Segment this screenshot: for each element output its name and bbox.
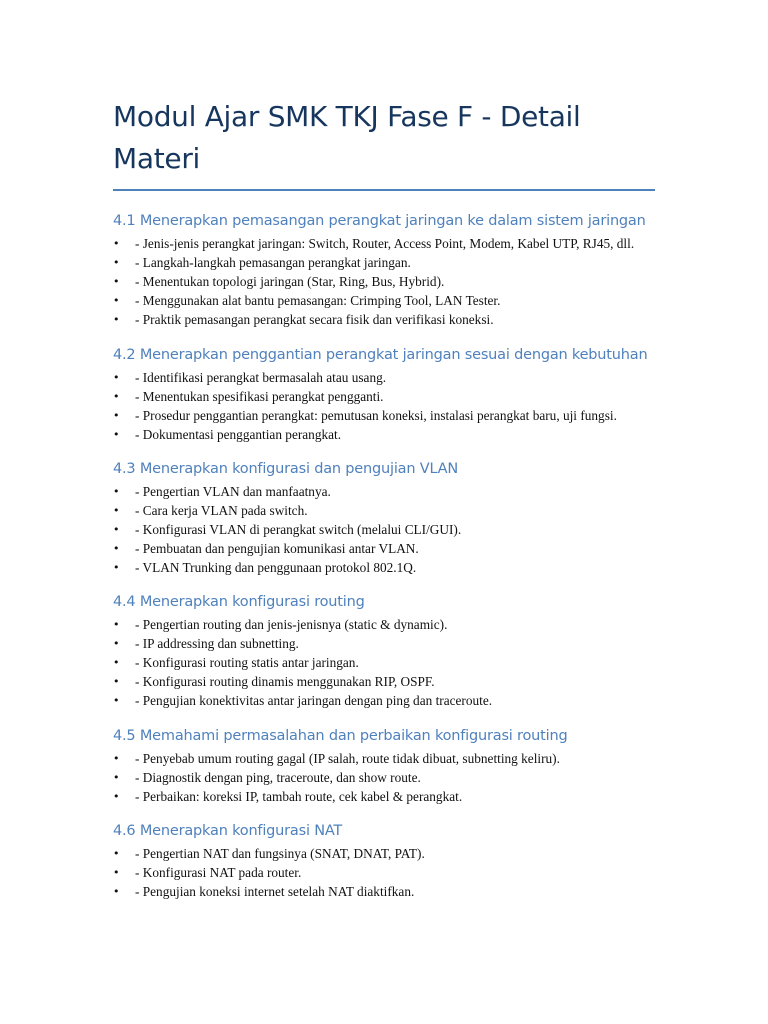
list-item-text: - Konfigurasi VLAN di perangkat switch (melalui CLI/GUI). [135, 522, 462, 537]
bullet-icon: • [113, 313, 120, 326]
list-item-text: - VLAN Trunking dan penggunaan protokol 802.1Q. [135, 560, 417, 575]
list-item [113, 406, 658, 425]
bullet-icon: • [113, 390, 120, 403]
list-item [113, 368, 658, 387]
section-heading: 4.4 Menerapkan konfigurasi routing [113, 594, 365, 610]
list-item-text: - Pengertian routing dan jenis-jenisnya (static & dynamic). [135, 617, 448, 632]
bullet-list [113, 749, 658, 806]
section-heading: 4.6 Menerapkan konfigurasi NAT [113, 823, 343, 839]
list-item [113, 272, 658, 291]
list-item [113, 253, 658, 272]
bullet-icon: • [113, 523, 120, 536]
list-item [113, 387, 658, 406]
list-item [113, 749, 658, 768]
list-item-text: - Menentukan spesifikasi perangkat pengganti. [135, 389, 384, 404]
list-item [113, 501, 658, 520]
list-item-text: - Diagnostik dengan ping, traceroute, dan show route. [135, 770, 421, 785]
bullet-icon: • [113, 428, 120, 441]
list-item-text: - Langkah-langkah pemasangan perangkat jaringan. [135, 255, 411, 270]
list-item-text: - Pengujian konektivitas antar jaringan dengan ping dan traceroute. [135, 693, 493, 708]
bullet-list [113, 615, 658, 710]
bullet-icon: • [113, 294, 120, 307]
list-item-text: - Konfigurasi routing dinamis menggunakan RIP, OSPF. [135, 674, 435, 689]
bullet-icon: • [113, 866, 120, 879]
document-title: Modul Ajar SMK TKJ Fase F - Detail Materi [113, 100, 581, 175]
list-item-text: - Praktik pemasangan perangkat secara fisik dan verifikasi koneksi. [135, 312, 494, 327]
list-item-text: - Pengujian koneksi internet setelah NAT diaktifkan. [135, 884, 415, 899]
list-item [113, 520, 658, 539]
document-content [113, 96, 658, 901]
list-item [113, 882, 658, 901]
title-underline [113, 189, 655, 191]
list-item [113, 310, 658, 329]
section-5 [113, 726, 658, 806]
list-item [113, 539, 658, 558]
list-item-text: - Menggunakan alat bantu pemasangan: Crimping Tool, LAN Tester. [135, 293, 501, 308]
list-item-text: - Pengertian VLAN dan manfaatnya. [135, 484, 331, 499]
bullet-icon: • [113, 694, 120, 707]
bullet-icon: • [113, 504, 120, 517]
list-item [113, 844, 658, 863]
list-item-text: - Jenis-jenis perangkat jaringan: Switch, Router, Access Point, Modem, Kabel UTP, RJ45, dll. [135, 236, 635, 251]
bullet-icon: • [113, 656, 120, 669]
section-3 [113, 459, 658, 577]
bullet-icon: • [113, 409, 120, 422]
list-item [113, 615, 658, 634]
bullet-icon: • [113, 771, 120, 784]
list-item-text: - Konfigurasi routing statis antar jaringan. [135, 655, 359, 670]
bullet-icon: • [113, 752, 120, 765]
list-item-text: - Pengertian NAT dan fungsinya (SNAT, DNAT, PAT). [135, 846, 425, 861]
list-item-text: - Menentukan topologi jaringan (Star, Ring, Bus, Hybrid). [135, 274, 445, 289]
bullet-icon: • [113, 542, 120, 555]
bullet-icon: • [113, 237, 120, 250]
bullet-list [113, 234, 658, 329]
bullet-list [113, 368, 658, 444]
list-item [113, 425, 658, 444]
section-6 [113, 821, 658, 901]
list-item-text: - Prosedur penggantian perangkat: pemutusan koneksi, instalasi perangkat baru, uji fungsi. [135, 408, 617, 423]
section-2 [113, 345, 658, 444]
bullet-icon: • [113, 847, 120, 860]
list-item-text: - Cara kerja VLAN pada switch. [135, 503, 308, 518]
list-item [113, 634, 658, 653]
section-heading: 4.1 Menerapkan pemasangan perangkat jaringan ke dalam sistem jaringan [113, 213, 646, 229]
list-item [113, 653, 658, 672]
list-item-text: - Penyebab umum routing gagal (IP salah, route tidak dibuat, subnetting keliru). [135, 751, 560, 766]
bullet-icon: • [113, 885, 120, 898]
list-item-text: - Perbaikan: koreksi IP, tambah route, cek kabel & perangkat. [135, 789, 463, 804]
section-heading: 4.3 Menerapkan konfigurasi dan pengujian VLAN [113, 461, 459, 477]
sections-container [113, 211, 658, 901]
section-heading: 4.5 Memahami permasalahan dan perbaikan konfigurasi routing [113, 728, 568, 744]
section-heading: 4.2 Menerapkan penggantian perangkat jaringan sesuai dengan kebutuhan [113, 347, 648, 363]
bullet-icon: • [113, 371, 120, 384]
list-item [113, 787, 658, 806]
list-item-text: - Konfigurasi NAT pada router. [135, 865, 302, 880]
section-1 [113, 211, 658, 329]
bullet-icon: • [113, 275, 120, 288]
bullet-icon: • [113, 561, 120, 574]
list-item-text: - IP addressing dan subnetting. [135, 636, 299, 651]
list-item [113, 768, 658, 787]
bullet-icon: • [113, 790, 120, 803]
bullet-icon: • [113, 618, 120, 631]
list-item [113, 558, 658, 577]
list-item [113, 482, 658, 501]
list-item [113, 863, 658, 882]
bullet-icon: • [113, 637, 120, 650]
bullet-list [113, 482, 658, 577]
bullet-icon: • [113, 256, 120, 269]
list-item-text: - Pembuatan dan pengujian komunikasi antar VLAN. [135, 541, 419, 556]
list-item [113, 691, 658, 710]
bullet-list [113, 844, 658, 901]
bullet-icon: • [113, 485, 120, 498]
bullet-icon: • [113, 675, 120, 688]
list-item [113, 291, 658, 310]
list-item [113, 234, 658, 253]
list-item [113, 672, 658, 691]
list-item-text: - Identifikasi perangkat bermasalah atau usang. [135, 370, 387, 385]
list-item-text: - Dokumentasi penggantian perangkat. [135, 427, 342, 442]
section-4 [113, 592, 658, 710]
